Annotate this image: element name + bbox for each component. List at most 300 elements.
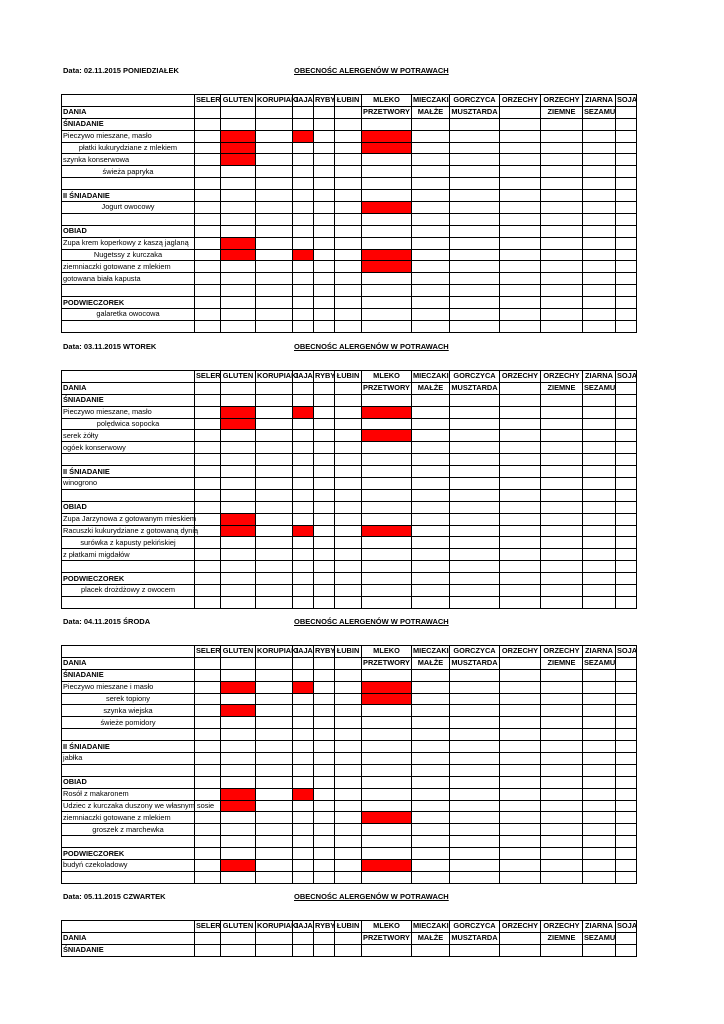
allergen-table [61, 645, 637, 884]
allergen-cell [616, 585, 637, 597]
allergen-cell [314, 130, 335, 142]
allergen-cell [195, 836, 221, 848]
allergen-cell [362, 297, 412, 309]
allergen-cell [450, 501, 500, 513]
allergen-cell [314, 154, 335, 166]
allergen-cell [450, 418, 500, 430]
allergen-cell [583, 729, 616, 741]
table-header-row [62, 921, 637, 933]
allergen-cell [293, 166, 314, 178]
allergen-cell [583, 442, 616, 454]
allergen-cell [541, 944, 583, 956]
allergen-cell [293, 466, 314, 478]
allergen-cell [195, 753, 221, 765]
allergen-cell [616, 836, 637, 848]
table-row [62, 154, 637, 166]
allergen-cell [412, 130, 450, 142]
column-header: GLUTEN [221, 921, 256, 933]
allergen-cell [335, 824, 362, 836]
allergen-cell [500, 764, 541, 776]
column-header: GLUTEN [221, 646, 256, 658]
allergen-cell [314, 118, 335, 130]
table-row [62, 525, 637, 537]
meal-heading: OBIAD [62, 225, 195, 237]
allergen-cell [335, 860, 362, 872]
allergen-cell [314, 741, 335, 753]
column-header: MAŁŻE [412, 382, 450, 394]
table-row [62, 237, 637, 249]
allergen-cell [293, 142, 314, 154]
column-header: SOJA [617, 371, 638, 381]
allergen-cell [293, 285, 314, 297]
allergen-cell [314, 406, 335, 418]
allergen-cell [362, 776, 412, 788]
allergen-cell [221, 824, 256, 836]
allergen-cell [314, 249, 335, 261]
column-header: DANIA [62, 382, 195, 394]
allergen-cell [195, 166, 221, 178]
column-header: GLUTEN [221, 95, 256, 107]
allergen-cell [500, 705, 541, 717]
allergen-cell [256, 525, 293, 537]
table-row [62, 394, 637, 406]
column-header [314, 106, 335, 118]
allergen-cell [450, 836, 500, 848]
allergen-cell [583, 454, 616, 466]
column-header: SOJA [617, 921, 638, 931]
allergen-cell [314, 190, 335, 202]
table-header-row [62, 932, 637, 944]
allergen-cell [362, 285, 412, 297]
allergen-cell [335, 501, 362, 513]
allergen-cell [293, 442, 314, 454]
allergen-cell [412, 705, 450, 717]
allergen-cell [335, 753, 362, 765]
allergen-cell [500, 285, 541, 297]
table-row [62, 836, 637, 848]
allergen-cell [500, 418, 541, 430]
allergen-cell [412, 513, 450, 525]
allergen-cell [616, 394, 637, 406]
allergen-cell [412, 261, 450, 273]
allergen-cell [293, 549, 314, 561]
column-header [62, 95, 195, 107]
allergen-cell [195, 776, 221, 788]
allergen-cell [583, 585, 616, 597]
allergen-present-cell [221, 681, 256, 693]
allergen-cell [616, 478, 637, 490]
allergen-cell [450, 729, 500, 741]
allergen-cell [412, 118, 450, 130]
table-row [62, 249, 637, 261]
allergen-cell [541, 549, 583, 561]
allergen-present-cell [221, 406, 256, 418]
allergen-cell [583, 406, 616, 418]
allergen-cell [450, 537, 500, 549]
allergen-cell [616, 154, 637, 166]
allergen-cell [616, 130, 637, 142]
column-header: MUSZTARDA [451, 658, 498, 668]
allergen-cell [195, 249, 221, 261]
allergen-cell [412, 717, 450, 729]
allergen-cell [541, 320, 583, 332]
allergen-cell [450, 273, 500, 285]
allergen-cell [314, 297, 335, 309]
meal-heading: II ŚNIADANIE [62, 466, 195, 478]
allergen-cell [616, 309, 637, 321]
allergen-cell [293, 596, 314, 608]
allergen-cell [221, 812, 256, 824]
table-row [62, 466, 637, 478]
allergen-cell [583, 418, 616, 430]
column-header: ORZECHY [541, 646, 583, 658]
allergen-cell [293, 741, 314, 753]
allergen-cell [362, 741, 412, 753]
allergen-cell [500, 681, 541, 693]
dish-name: gotowana biała kapusta [62, 273, 195, 285]
allergen-cell [583, 430, 616, 442]
allergen-cell [450, 166, 500, 178]
column-header [221, 106, 256, 118]
allergen-cell [221, 273, 256, 285]
column-header: SEZAMU [584, 658, 616, 668]
allergen-cell [314, 944, 335, 956]
column-header: ŁUBIN [335, 921, 362, 933]
allergen-cell [314, 549, 335, 561]
allergen-present-cell [293, 406, 314, 418]
allergen-cell [583, 669, 616, 681]
allergen-cell [195, 130, 221, 142]
allergen-cell [195, 585, 221, 597]
allergen-cell [450, 237, 500, 249]
table-row [62, 213, 637, 225]
allergen-cell [616, 225, 637, 237]
sheet-title: OBECNOŚC ALERGENÓW W POTRAWACH [294, 342, 449, 351]
allergen-cell [412, 202, 450, 214]
allergen-cell [335, 130, 362, 142]
allergen-present-cell [362, 860, 412, 872]
allergen-cell [450, 442, 500, 454]
allergen-cell [500, 871, 541, 883]
allergen-cell [450, 800, 500, 812]
allergen-cell [335, 320, 362, 332]
column-header: PRZETWORY [363, 107, 410, 117]
allergen-cell [583, 261, 616, 273]
allergen-cell [616, 705, 637, 717]
column-header: MLEKO [362, 646, 412, 658]
table-row [62, 537, 637, 549]
allergen-cell [221, 585, 256, 597]
allergen-cell [195, 285, 221, 297]
allergen-cell [616, 237, 637, 249]
allergen-present-cell [362, 130, 412, 142]
allergen-cell [616, 418, 637, 430]
allergen-present-cell [221, 513, 256, 525]
allergen-cell [583, 478, 616, 490]
allergen-cell [616, 596, 637, 608]
column-header [62, 646, 195, 658]
dish-name: Racuszki kukurydziane z gotowaną dynią [63, 526, 199, 536]
allergen-cell [335, 812, 362, 824]
allergen-cell [314, 489, 335, 501]
allergen-cell [616, 513, 637, 525]
allergen-cell [195, 717, 221, 729]
allergen-cell [256, 394, 293, 406]
allergen-cell [335, 225, 362, 237]
allergen-cell [450, 848, 500, 860]
allergen-cell [450, 320, 500, 332]
allergen-cell [500, 836, 541, 848]
allergen-cell [335, 261, 362, 273]
allergen-cell [450, 860, 500, 872]
allergen-cell [314, 561, 335, 573]
allergen-cell [412, 525, 450, 537]
column-header: RYBY [315, 95, 336, 105]
allergen-cell [362, 454, 412, 466]
allergen-cell [221, 297, 256, 309]
allergen-cell [541, 225, 583, 237]
allergen-present-cell [221, 788, 256, 800]
allergen-cell [314, 166, 335, 178]
allergen-cell [450, 705, 500, 717]
allergen-cell [293, 237, 314, 249]
allergen-cell [616, 454, 637, 466]
allergen-cell [541, 237, 583, 249]
allergen-cell [362, 764, 412, 776]
column-header [221, 382, 256, 394]
allergen-cell [256, 320, 293, 332]
allergen-cell [412, 166, 450, 178]
column-header [314, 657, 335, 669]
allergen-cell [362, 225, 412, 237]
allergen-cell [314, 681, 335, 693]
dish-name: szynka konserwowa [62, 154, 195, 166]
allergen-cell [500, 430, 541, 442]
column-header [500, 382, 541, 394]
dish-name [62, 871, 195, 883]
allergen-cell [293, 190, 314, 202]
allergen-cell [195, 788, 221, 800]
allergen-cell [500, 249, 541, 261]
allergen-cell [583, 596, 616, 608]
allergen-cell [335, 669, 362, 681]
allergen-cell [500, 812, 541, 824]
column-header: DANIA [62, 657, 195, 669]
allergen-cell [256, 418, 293, 430]
table-row [62, 202, 637, 214]
allergen-cell [221, 261, 256, 273]
column-header: ŁUBIN [335, 371, 362, 383]
column-header [500, 657, 541, 669]
allergen-cell [335, 764, 362, 776]
column-header: SEZAMU [584, 107, 616, 117]
allergen-cell [362, 273, 412, 285]
allergen-cell [362, 729, 412, 741]
allergen-cell [541, 118, 583, 130]
allergen-cell [362, 669, 412, 681]
allergen-cell [293, 309, 314, 321]
allergen-cell [195, 561, 221, 573]
allergen-cell [412, 489, 450, 501]
allergen-cell [412, 213, 450, 225]
allergen-cell [221, 190, 256, 202]
column-header: SELER [196, 921, 221, 931]
allergen-cell [314, 418, 335, 430]
day-date: Data: 02.11.2015 PONIEDZIAŁEK [63, 66, 179, 75]
allergen-cell [256, 178, 293, 190]
allergen-cell [256, 442, 293, 454]
allergen-cell [412, 693, 450, 705]
allergen-cell [583, 190, 616, 202]
allergen-cell [335, 871, 362, 883]
column-header: ORZECHY [500, 95, 541, 107]
allergen-cell [314, 501, 335, 513]
allergen-cell [314, 824, 335, 836]
allergen-cell [583, 812, 616, 824]
allergen-cell [541, 776, 583, 788]
allergen-cell [616, 406, 637, 418]
allergen-cell [500, 118, 541, 130]
column-header [62, 921, 195, 933]
allergen-cell [500, 166, 541, 178]
allergen-cell [616, 525, 637, 537]
allergen-cell [221, 430, 256, 442]
allergen-cell [314, 320, 335, 332]
dish-name: świeże pomidory [62, 717, 195, 729]
table-row [62, 478, 637, 490]
allergen-cell [616, 489, 637, 501]
allergen-cell [221, 561, 256, 573]
allergen-present-cell [293, 249, 314, 261]
allergen-cell [500, 788, 541, 800]
allergen-cell [256, 406, 293, 418]
allergen-cell [335, 717, 362, 729]
allergen-cell [335, 478, 362, 490]
allergen-cell [616, 741, 637, 753]
allergen-cell [293, 178, 314, 190]
allergen-cell [256, 130, 293, 142]
allergen-cell [583, 466, 616, 478]
allergen-cell [256, 213, 293, 225]
allergen-cell [412, 669, 450, 681]
allergen-cell [221, 848, 256, 860]
allergen-cell [256, 478, 293, 490]
allergen-cell [412, 871, 450, 883]
meal-heading: ŚNIADANIE [62, 669, 195, 681]
allergen-cell [616, 466, 637, 478]
allergen-cell [335, 178, 362, 190]
column-header: KORUPIAKI [257, 921, 299, 931]
allergen-cell [293, 118, 314, 130]
allergen-cell [335, 573, 362, 585]
allergen-cell [541, 501, 583, 513]
column-header: MAŁŻE [412, 657, 450, 669]
allergen-cell [500, 944, 541, 956]
table-row [62, 573, 637, 585]
meal-heading: ŚNIADANIE [62, 394, 195, 406]
allergen-cell [293, 860, 314, 872]
allergen-cell [221, 693, 256, 705]
allergen-cell [195, 537, 221, 549]
table-row [62, 273, 637, 285]
allergen-cell [335, 705, 362, 717]
allergen-cell [221, 596, 256, 608]
column-header: JAJA [294, 646, 313, 656]
allergen-cell [583, 705, 616, 717]
allergen-cell [362, 836, 412, 848]
allergen-cell [541, 764, 583, 776]
allergen-cell [500, 501, 541, 513]
allergen-cell [314, 585, 335, 597]
allergen-cell [335, 836, 362, 848]
allergen-cell [314, 860, 335, 872]
allergen-cell [500, 454, 541, 466]
allergen-cell [293, 154, 314, 166]
allergen-cell [362, 237, 412, 249]
allergen-cell [293, 489, 314, 501]
allergen-cell [314, 596, 335, 608]
allergen-cell [256, 693, 293, 705]
dish-name [62, 285, 195, 297]
dish-name: Pieczywo mieszane, masło [62, 406, 195, 418]
allergen-cell [314, 753, 335, 765]
allergen-cell [335, 729, 362, 741]
allergen-cell [195, 513, 221, 525]
allergen-cell [616, 273, 637, 285]
allergen-cell [335, 513, 362, 525]
allergen-present-cell [362, 261, 412, 273]
sheet-title: OBECNOŚC ALERGENÓW W POTRAWACH [294, 617, 449, 626]
allergen-cell [500, 225, 541, 237]
allergen-cell [450, 596, 500, 608]
allergen-cell [362, 549, 412, 561]
allergen-cell [541, 729, 583, 741]
allergen-cell [541, 800, 583, 812]
allergen-cell [500, 561, 541, 573]
allergen-cell [450, 944, 500, 956]
allergen-cell [450, 585, 500, 597]
allergen-cell [362, 871, 412, 883]
allergen-cell [256, 309, 293, 321]
allergen-cell [335, 776, 362, 788]
allergen-cell [450, 513, 500, 525]
allergen-cell [293, 824, 314, 836]
allergen-cell [362, 166, 412, 178]
allergen-present-cell [221, 154, 256, 166]
allergen-cell [195, 764, 221, 776]
allergen-cell [362, 824, 412, 836]
column-header: KORUPIAKI [257, 646, 299, 656]
allergen-cell [583, 860, 616, 872]
allergen-cell [616, 190, 637, 202]
allergen-cell [541, 130, 583, 142]
allergen-cell [195, 860, 221, 872]
allergen-cell [314, 573, 335, 585]
column-header: ORZECHY [500, 646, 541, 658]
dish-name: świeża papryka [62, 166, 195, 178]
column-header: ZIARNA [583, 921, 616, 933]
allergen-cell [412, 320, 450, 332]
allergen-cell [335, 585, 362, 597]
allergen-cell [500, 406, 541, 418]
allergen-cell [450, 394, 500, 406]
allergen-cell [256, 944, 293, 956]
allergen-cell [616, 297, 637, 309]
allergen-cell [583, 273, 616, 285]
allergen-cell [583, 202, 616, 214]
allergen-cell [412, 273, 450, 285]
allergen-cell [362, 320, 412, 332]
